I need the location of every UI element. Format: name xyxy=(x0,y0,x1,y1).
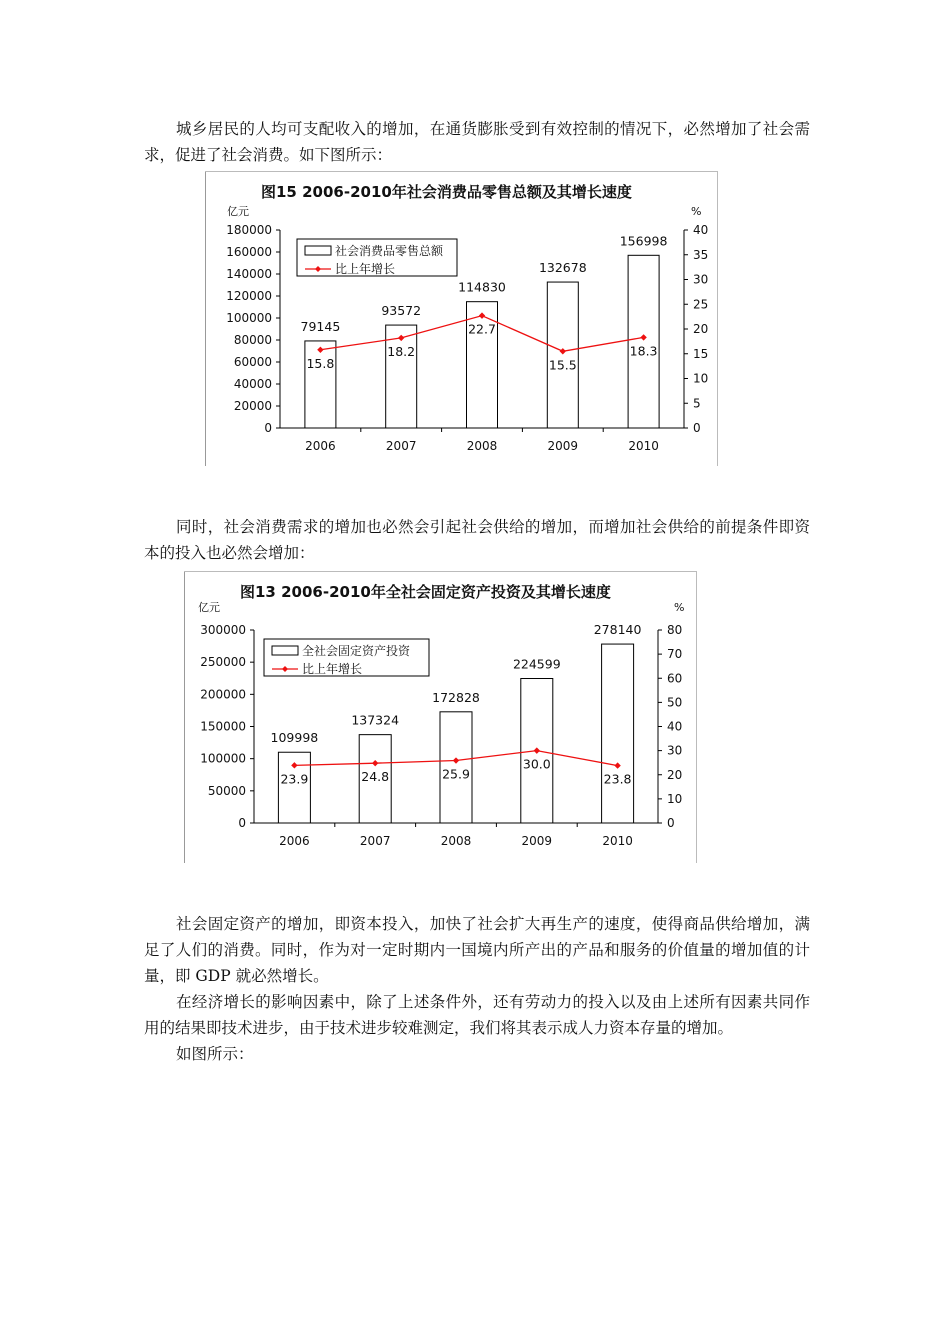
left-axis-tick-label: 60000 xyxy=(233,355,272,369)
left-axis-tick-label: 100000 xyxy=(200,751,246,766)
right-axis-tick-label: 50 xyxy=(667,695,683,710)
x-axis-tick-label: 2007 xyxy=(385,439,417,453)
right-axis-tick-label: 80 xyxy=(667,623,683,637)
right-axis-unit: % xyxy=(674,601,685,614)
legend-bar-swatch xyxy=(305,246,331,255)
left-axis-tick-label: 160000 xyxy=(226,245,272,259)
right-axis-tick-label: 0 xyxy=(667,816,675,830)
paragraph-intro: 城乡居民的人均可支配收入的增加，在通货膨胀受到有效控制的情况下，必然增加了社会需求，促进了社会消费。如下图所示： xyxy=(144,120,810,164)
growth-value-label: 23.9 xyxy=(280,771,309,787)
bar-value-label: 79145 xyxy=(300,318,341,334)
growth-value-label: 18.2 xyxy=(387,343,416,359)
right-axis-unit: % xyxy=(691,205,702,218)
left-axis-tick-label: 200000 xyxy=(200,687,246,702)
left-axis-tick-label: 250000 xyxy=(200,655,246,670)
right-axis-tick-label: 25 xyxy=(693,297,709,312)
bar xyxy=(602,644,634,823)
left-axis-tick-label: 50000 xyxy=(207,783,246,798)
x-axis-tick-label: 2009 xyxy=(547,439,579,453)
growth-value-label: 15.8 xyxy=(306,355,335,371)
right-axis-tick-label: 20 xyxy=(693,322,709,336)
left-axis-unit: 亿元 xyxy=(227,205,249,218)
chart-title: 图13 2006-2010年全社会固定资产投资及其增长速度 xyxy=(240,583,611,601)
bar xyxy=(628,255,659,428)
x-axis-tick-label: 2010 xyxy=(628,439,659,453)
right-axis-tick-label: 10 xyxy=(693,371,709,386)
bar xyxy=(305,341,336,428)
growth-value-label: 22.7 xyxy=(468,321,496,337)
bar-value-label: 172828 xyxy=(432,689,480,705)
bar-value-label: 156998 xyxy=(619,233,668,249)
chart-retail-sales-svg xyxy=(205,171,718,466)
right-axis-tick-label: 30 xyxy=(667,743,683,758)
paragraph-capital: 社会固定资产的增加，即资本投入，加快了社会扩大再生产的速度，使得商品供给增加，满足了人们的消费。同时，作为对一定时期内一国境内所产出的产品和服务的价值量的增加值的计量，即 GDP 就必然增长。 xyxy=(144,915,810,985)
bar-value-label: 93572 xyxy=(381,303,422,319)
left-axis-tick-label: 140000 xyxy=(226,267,272,281)
left-axis-tick-label: 150000 xyxy=(200,719,246,734)
right-axis-tick-label: 60 xyxy=(667,671,683,686)
growth-value-label: 15.5 xyxy=(548,357,577,373)
x-axis-tick-label: 2010 xyxy=(602,834,633,848)
bar-value-label: 278140 xyxy=(593,622,642,638)
left-axis-tick-label: 300000 xyxy=(200,623,246,637)
right-axis-tick-label: 70 xyxy=(667,647,683,662)
chart-title: 图15 2006-2010年社会消费品零售总额及其增长速度 xyxy=(261,183,632,201)
right-axis-tick-label: 40 xyxy=(693,223,709,237)
bar xyxy=(547,282,578,428)
left-axis-tick-label: 100000 xyxy=(226,311,272,325)
x-axis-tick-label: 2009 xyxy=(521,834,553,848)
legend-bar-label: 全社会固定资产投资 xyxy=(302,644,411,658)
bar-value-label: 114830 xyxy=(458,279,506,295)
left-axis-tick-label: 0 xyxy=(238,816,246,830)
chart-retail-sales xyxy=(205,171,718,466)
right-axis-tick-label: 20 xyxy=(667,767,683,782)
x-axis-tick-label: 2008 xyxy=(440,834,472,848)
left-axis-tick-label: 120000 xyxy=(226,289,272,303)
left-axis-tick-label: 180000 xyxy=(226,223,272,237)
x-axis-tick-label: 2006 xyxy=(279,834,310,848)
legend-bar-swatch xyxy=(272,646,298,655)
bar-value-label: 132678 xyxy=(538,260,587,276)
paragraph-factors: 在经济增长的影响因素中，除了上述条件外，还有劳动力的投入以及由上述所有因素共同作用的结果即技术进步，由于技术进步较难测定，我们将其表示成人力资本存量的增加。 xyxy=(144,993,810,1037)
left-axis-tick-label: 20000 xyxy=(233,399,272,413)
left-axis-tick-label: 80000 xyxy=(233,333,272,347)
left-axis-tick-label: 40000 xyxy=(233,377,272,391)
legend-bar-label: 社会消费品零售总额 xyxy=(335,244,444,258)
x-axis-tick-label: 2007 xyxy=(359,834,391,848)
x-axis-tick-label: 2008 xyxy=(466,439,498,453)
growth-value-label: 23.8 xyxy=(603,771,632,787)
paragraph-as-shown: 如图所示： xyxy=(176,1045,254,1063)
right-axis-tick-label: 30 xyxy=(693,272,709,287)
chart-fixed-investment xyxy=(184,571,697,863)
right-axis-tick-label: 35 xyxy=(693,247,709,262)
left-axis-tick-label: 0 xyxy=(264,421,272,435)
left-axis-unit: 亿元 xyxy=(198,601,220,614)
right-axis-tick-label: 15 xyxy=(693,346,709,361)
growth-value-label: 25.9 xyxy=(442,766,470,782)
bar-value-label: 224599 xyxy=(512,656,561,672)
growth-value-label: 24.8 xyxy=(361,769,390,785)
growth-value-label: 30.0 xyxy=(522,756,551,772)
legend-line-label: 比上年增长 xyxy=(335,262,396,276)
bar-value-label: 109998 xyxy=(270,730,319,746)
chart-fixed-investment-svg xyxy=(184,571,697,863)
right-axis-tick-label: 0 xyxy=(693,421,701,435)
legend-line-label: 比上年增长 xyxy=(302,662,363,676)
x-axis-tick-label: 2006 xyxy=(305,439,336,453)
right-axis-tick-label: 5 xyxy=(693,396,701,411)
bar-value-label: 137324 xyxy=(351,712,400,728)
right-axis-tick-label: 40 xyxy=(667,719,683,734)
growth-value-label: 18.3 xyxy=(629,343,658,359)
right-axis-tick-label: 10 xyxy=(667,791,683,806)
paragraph-supply: 同时，社会消费需求的增加也必然会引起社会供给的增加，而增加社会供给的前提条件即资本的投入也必然会增加： xyxy=(144,518,810,562)
